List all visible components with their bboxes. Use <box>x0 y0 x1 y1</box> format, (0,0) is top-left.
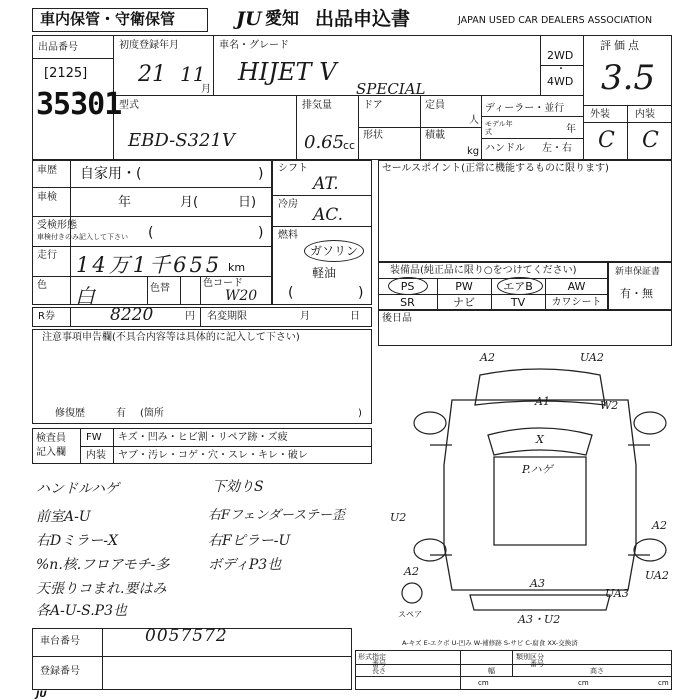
capacity-unit: 人 <box>469 115 479 126</box>
reg-number-label: 登録番号 <box>40 666 80 677</box>
equip-airbag: エアB <box>503 280 533 293</box>
inspection-month-unit: 月( <box>180 195 199 210</box>
history-value: 自家用・( <box>80 166 142 182</box>
spare-wheel <box>402 583 422 603</box>
later-attach-label: 後日品 <box>382 313 412 324</box>
handle-label: ハンドル <box>485 143 525 154</box>
handle-options: 左・右 <box>542 143 572 154</box>
color-label: 色 <box>37 280 47 291</box>
load-label: 積載 <box>425 130 445 141</box>
lot-number: 35301 <box>36 87 122 122</box>
chassis-value: 0057572 <box>145 626 228 646</box>
mileage-label: 走行 <box>37 250 57 261</box>
footer-logo: JU <box>36 690 47 700</box>
dealer-import-label: ディーラー・並行 <box>485 103 565 114</box>
mark-center-cross: X <box>536 433 544 446</box>
inspector-note-right-1: 下効りS <box>212 479 264 495</box>
mark-roof: A1 <box>535 395 550 408</box>
inspector-note-left-3: 右Dミラー-X <box>36 533 118 549</box>
history-close: ) <box>258 166 264 182</box>
equip-tv: TV <box>510 296 526 309</box>
name-change-label: 名変期限 <box>207 311 247 322</box>
inspector-note-right-4: ボディP3也 <box>208 557 282 573</box>
mileage-unit: km <box>228 261 246 274</box>
fuel-label: 燃料 <box>278 230 298 241</box>
color-value: 白 <box>75 284 95 308</box>
inspector-int-items: ヤブ・汚レ・コゲ・穴・スレ・キレ・破レ <box>118 450 308 461</box>
model-year-label: モデル年式 <box>485 120 513 136</box>
height-cm: cm <box>658 679 669 687</box>
doors-label: ドア <box>363 100 383 111</box>
repair-location-label: (箇所 <box>140 408 164 419</box>
car-name-label: 車名・グレード <box>219 40 289 51</box>
equip-sr: SR <box>400 296 415 309</box>
model-year-unit: 年 <box>566 124 576 135</box>
mandatory-form-label: 受検形態 <box>37 220 77 231</box>
front-right-wheel <box>634 412 666 434</box>
rear-right-wheel <box>634 539 666 561</box>
rear-left-wheel <box>414 539 446 561</box>
mark-rear-center: A3 <box>530 577 545 590</box>
aircon-value: AC. <box>313 205 344 225</box>
exterior-label: 外装 <box>590 109 610 120</box>
car-grade-value: SPECIAL <box>356 80 426 98</box>
inspector-note-left-6: 各A-U-S.P3也 <box>36 603 127 619</box>
inspector-note-left-2: 前室A-U <box>36 509 91 525</box>
recycle-unit: 円 <box>185 311 195 322</box>
inspector-note-right-3: 右Fピラー-U <box>208 533 291 549</box>
spec-no-label: 番号 <box>372 660 386 668</box>
english-title: JAPAN USED CAR DEALERS ASSOCIATION <box>458 15 653 26</box>
form-title: 出品申込書 <box>315 8 411 30</box>
inspector-note-right-2: 右Fフェンダーステー歪 <box>208 508 345 523</box>
recycle-row <box>32 307 372 327</box>
mark-left-rear: A2 <box>404 565 419 578</box>
inspector-note-left-5: 天張りコまれ.要はみ <box>36 581 167 597</box>
equip-kawa-seat: カワシート <box>551 297 602 308</box>
mark-front-right: UA2 <box>580 351 604 364</box>
mark-rear-bumper: A3・U2 <box>518 613 561 625</box>
fuel-selected-circle <box>304 240 364 262</box>
inspection-year-unit: 年 <box>118 195 132 210</box>
mandatory-form-open: ( <box>148 225 154 241</box>
storage-label: 車内保管・守衛保管 <box>40 10 176 28</box>
mark-left-side: U2 <box>390 511 407 524</box>
class-no-label: 番号 <box>530 660 544 668</box>
org-name: 愛知 <box>265 9 299 29</box>
fuel-option-diesel: 軽油 <box>312 266 337 280</box>
registration-month: 11 <box>180 62 206 86</box>
sales-point-label: セールスポイント(正常に機能するものに限ります) <box>382 163 609 174</box>
name-change-month: 月 <box>300 311 310 322</box>
chassis-label: 車台番号 <box>40 636 80 647</box>
inspector-fw-label: FW <box>86 432 102 443</box>
grade-points-value: 3.5 <box>601 58 656 98</box>
inspector-int-label: 内装 <box>86 450 106 461</box>
displacement-unit: cc <box>343 139 356 152</box>
mark-center-body: P.ハゲ <box>522 463 553 476</box>
equip-navi: ナビ <box>453 296 475 309</box>
color-replace-label: 色替 <box>150 283 170 294</box>
registration-month-unit: 月 <box>201 84 211 95</box>
equip-pw: PW <box>455 280 473 293</box>
shift-label: シフト <box>278 163 308 174</box>
mark-right-front-fender: W2 <box>600 399 619 412</box>
shift-value: AT. <box>313 174 339 194</box>
displacement-value: 0.65 <box>304 132 345 153</box>
notes-label: 注意事項申告欄(不具合内容等は具体的に記入して下さい) <box>42 332 300 343</box>
inspection-day-unit: 日) <box>238 195 257 210</box>
later-attach-box <box>378 310 672 346</box>
warranty-label: 新車保証書 <box>615 267 661 277</box>
equip-ps: PS <box>400 280 415 293</box>
damage-legend: A-キズ E-エクボ U-凹み W-補修跡 S-サビ C-腐食 XX-交換済 <box>402 639 578 647</box>
capacity-label: 定員 <box>425 100 445 111</box>
recycle-label: R券 <box>38 311 55 322</box>
name-change-day: 日 <box>350 311 360 322</box>
mandatory-form-note: 車検付きのみ記入して下さい <box>37 233 128 241</box>
displacement-label: 排気量 <box>302 100 332 111</box>
front-left-wheel <box>414 412 446 434</box>
class-label: 類別区分 <box>516 653 544 661</box>
registration-label: 初度登録年月 <box>119 40 179 51</box>
interior-label: 内装 <box>635 109 655 120</box>
car-name-value: HIJET V <box>238 58 337 86</box>
equip-airbag-circle <box>497 277 543 295</box>
mark-front-left: A2 <box>480 351 495 364</box>
equip-ps-circle <box>388 277 428 295</box>
registration-year: 21 <box>138 62 166 87</box>
repair-history-label: 修復歴 <box>55 408 85 419</box>
sales-point-box <box>378 160 672 262</box>
inspector-note-left-4: %n.核.フロアモチ-多 <box>36 557 170 573</box>
fuel-option-gasoline: ガソリン <box>310 244 359 258</box>
spare-label: スペア <box>398 610 422 619</box>
ju-logo: JU <box>236 8 262 30</box>
equip-aw: AW <box>567 280 586 293</box>
mark-rear-corner: UA3 <box>605 587 629 600</box>
repair-location-close: ) <box>358 408 362 419</box>
fuel-open: ( <box>288 285 294 301</box>
width-cm: cm <box>578 679 589 687</box>
mileage-value: 14万1千655 <box>76 253 223 277</box>
equipment-label: 装備品(純正品に限り○をつけてください) <box>390 265 577 276</box>
car-damage-diagram <box>390 345 690 625</box>
fuel-close: ) <box>358 285 364 301</box>
shape-label: 形状 <box>363 130 383 141</box>
length-label: 長さ <box>372 667 386 675</box>
inspector-note-left-1: ハンドルハゲ <box>36 481 120 497</box>
interior-value: C <box>642 128 659 153</box>
spec-label: 形式指定 <box>358 653 386 661</box>
drive-4wd: 4WD <box>547 75 574 88</box>
certificate-box <box>355 650 672 690</box>
recycle-value: 8220 <box>110 305 154 325</box>
mandatory-form-close: ) <box>258 225 264 241</box>
model-label: 型式 <box>119 100 139 111</box>
length-cm: cm <box>478 679 489 687</box>
inspection-label: 車検 <box>37 192 57 203</box>
history-label: 車歴 <box>37 165 57 176</box>
inspector-label-top: 検査員 <box>36 433 66 444</box>
mark-right-rear: UA2 <box>645 569 669 582</box>
color-code-label: 色コード <box>203 278 243 289</box>
repair-history-value: 有 <box>116 408 126 419</box>
inspector-label-bottom: 記入欄 <box>36 447 66 458</box>
exterior-value: C <box>598 128 615 153</box>
mark-right-side: A2 <box>652 519 667 532</box>
inspector-fw-items: キズ・凹み・ヒビ割・リペア跡・ズ疲 <box>118 432 288 443</box>
model-value: EBD-S321V <box>128 130 235 151</box>
drive-dot: ・ <box>556 64 566 75</box>
color-code-value: W20 <box>225 288 258 304</box>
warranty-options: 有・無 <box>620 287 653 300</box>
height-label: 高さ <box>590 667 604 675</box>
lot-label: 出品番号 <box>38 42 78 53</box>
drive-2wd: 2WD <box>547 49 574 62</box>
aircon-label: 冷房 <box>278 199 298 210</box>
rear-bumper <box>470 595 610 610</box>
load-unit: kg <box>467 146 480 157</box>
grade-points-label: 評価点 <box>600 39 642 52</box>
lot-bracket: [2125] <box>44 66 88 81</box>
width-label: 幅 <box>488 667 495 675</box>
